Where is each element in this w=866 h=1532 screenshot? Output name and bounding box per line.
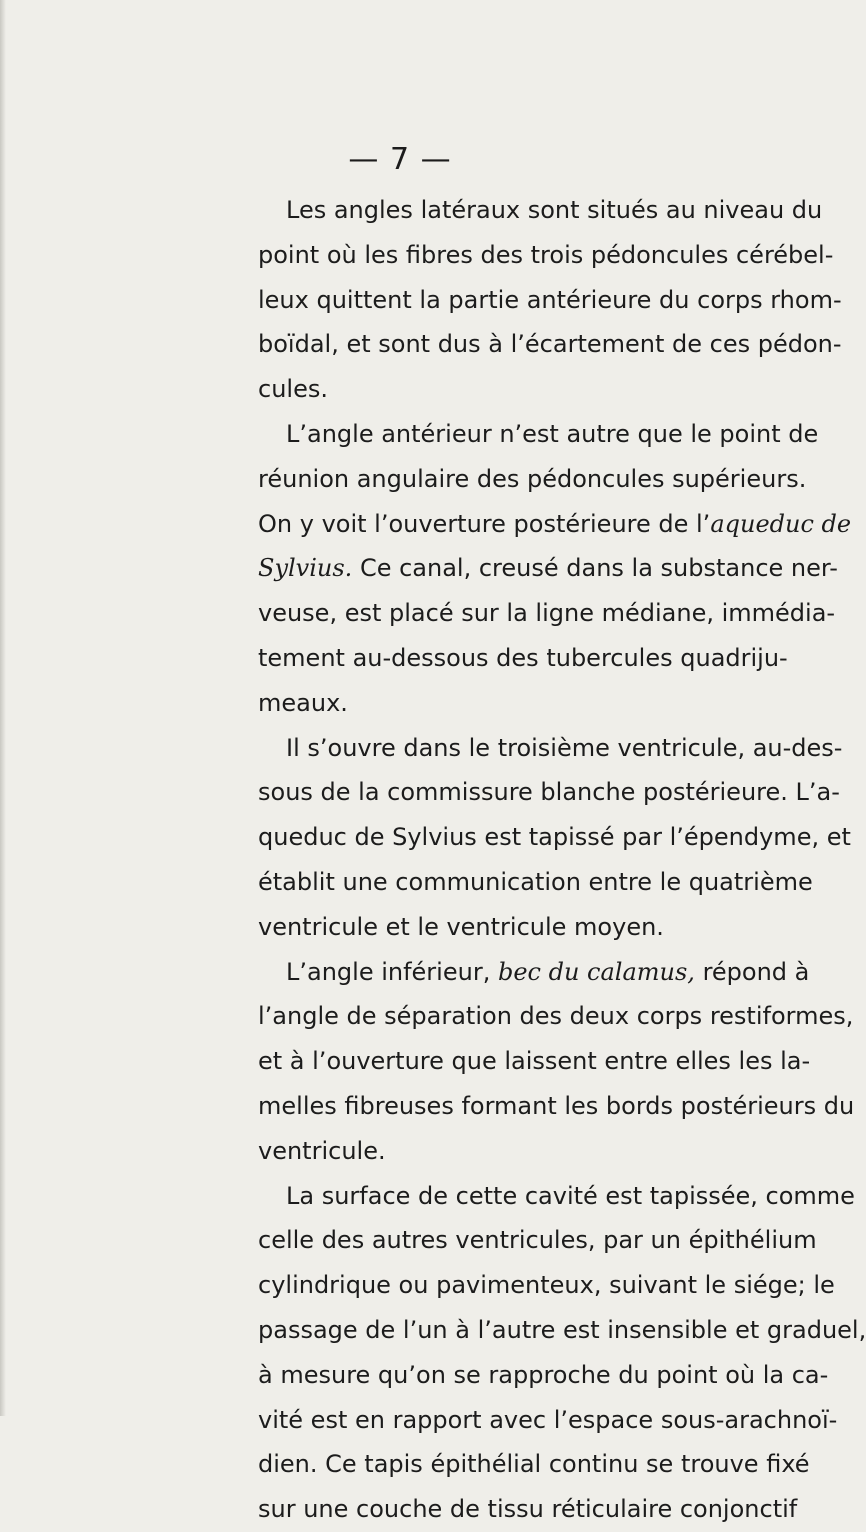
paragraph-5 (258, 1174, 866, 1532)
text-run: répond à (694, 957, 810, 986)
text-line: passage de l’un à l’autre est insensible et graduel, (258, 1315, 866, 1344)
page-number: — 7 — (348, 142, 452, 177)
text-line: leux quittent la partie antérieure du corps rhom- (258, 285, 842, 314)
paragraph-2 (258, 412, 852, 726)
text-line: celle des autres ventricules, par un épithélium (258, 1226, 817, 1255)
italic-term: Sylvius. (258, 554, 353, 583)
text-line: queduc de Sylvius est tapissé par l’épendyme, et (258, 823, 851, 852)
page-edge-shadow (0, 0, 6, 1416)
text-line: sur une couche de tissu réticulaire conjonctif (258, 1495, 798, 1524)
text-run: Ce canal, creusé dans la substance ner- (352, 554, 838, 583)
text-line: Il s’ouvre dans le troisième ventricule, au-des- (286, 733, 843, 762)
text-line: tement au-dessous des tubercules quadriju- (258, 643, 788, 672)
text-run: L’angle inférieur, (286, 957, 498, 986)
text-line: Les angles latéraux sont situés au niveau du (286, 196, 823, 224)
text-line: cylindrique ou pavimenteux, suivant le siége; le (258, 1271, 835, 1300)
text-line: meaux. (258, 688, 348, 717)
italic-term: bec du calamus, (497, 957, 695, 986)
text-line: ventricule. (258, 1136, 386, 1165)
text-line: et à l’ouverture que laissent entre elles les la- (258, 1047, 811, 1076)
paragraph-3 (258, 726, 851, 950)
text-line: L’angle antérieur n’est autre que le point de (286, 419, 819, 448)
text-line: point où les fibres des trois pédoncules cérébel- (258, 240, 834, 269)
italic-term: aqueduc de (710, 509, 852, 538)
text-line: La surface de cette cavité est tapissée, comme (286, 1181, 855, 1210)
text-line (258, 950, 810, 995)
text-line: l’angle de séparation des deux corps restiformes, (258, 1002, 854, 1031)
text-line: cules. (258, 375, 328, 404)
text-line: ventricule et le ventricule moyen. (258, 912, 664, 941)
text-line: vité est en rapport avec l’espace sous-arachnoï- (258, 1405, 838, 1434)
body-text (258, 188, 866, 1532)
paragraph-1 (258, 188, 842, 412)
text-line: établit une communication entre le quatrième (258, 867, 813, 896)
text-line: réunion angulaire des pédoncules supérieurs. (258, 464, 807, 493)
text-line: dien. Ce tapis épithélial continu se trouve fixé (258, 1450, 810, 1479)
text-run: On y voit l’ouverture postérieure de l’ (258, 509, 711, 538)
text-line: à mesure qu’on se rapproche du point où la ca- (258, 1360, 829, 1389)
text-line: boïdal, et sont dus à l’écartement de ces pédon- (258, 330, 842, 359)
text-line: melles fibreuses formant les bords postérieurs du (258, 1091, 855, 1120)
text-line: sous de la commissure blanche postérieure. L’a- (258, 778, 840, 807)
text-line: veuse, est placé sur la ligne médiane, immédia- (258, 599, 836, 628)
paragraph-4 (258, 950, 855, 1174)
text-line (258, 502, 852, 547)
text-line (258, 546, 838, 591)
